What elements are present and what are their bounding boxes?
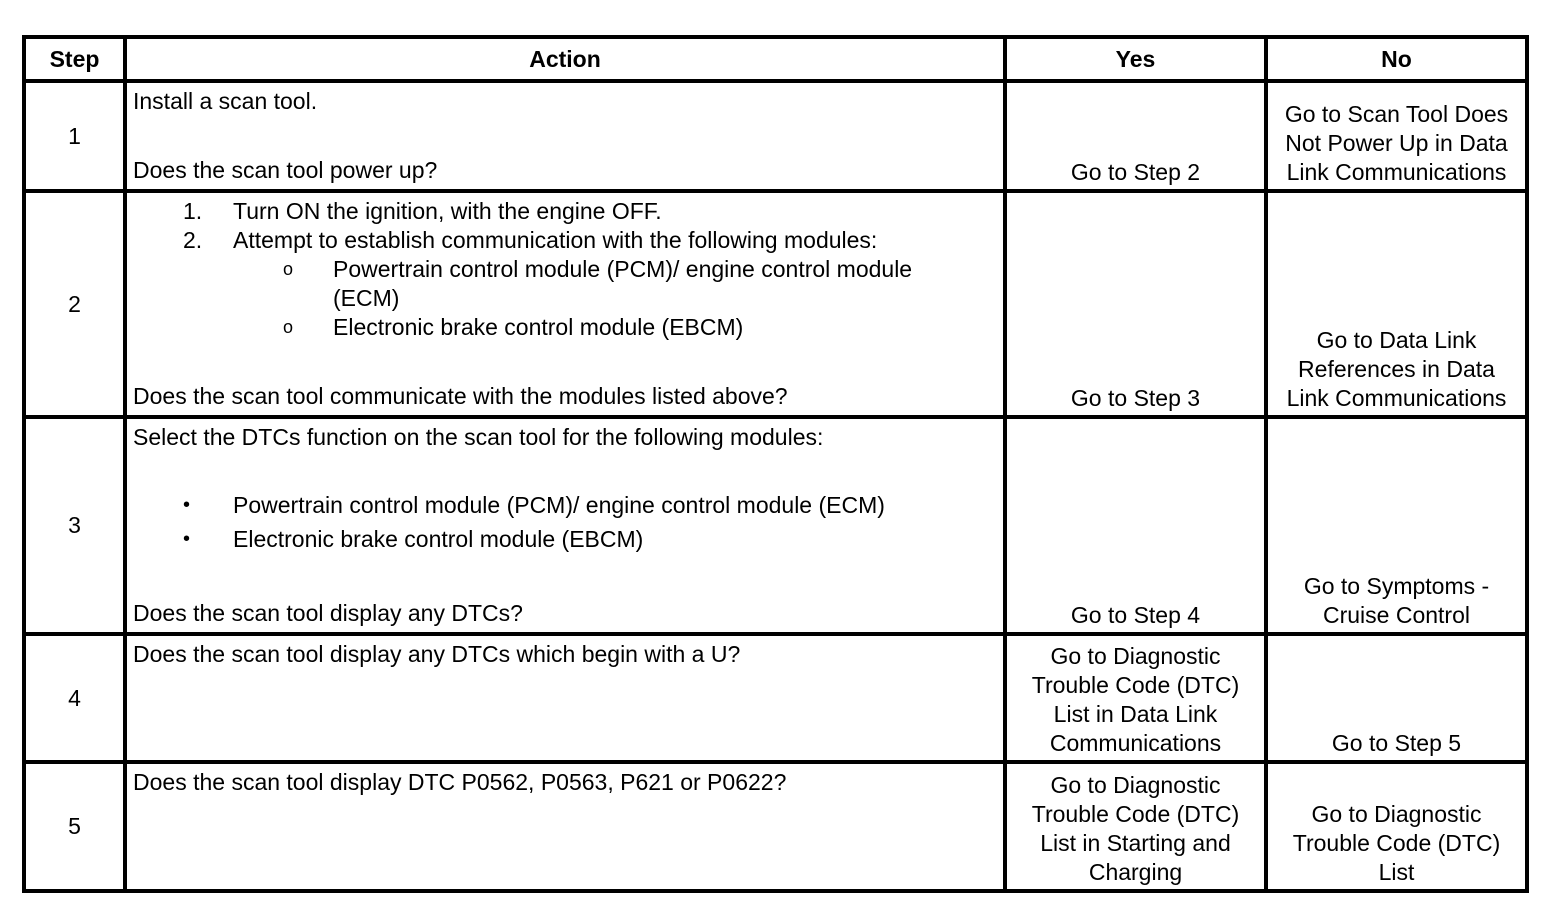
action-cell bbox=[125, 634, 1005, 762]
bullet-item bbox=[133, 525, 997, 554]
yes-cell: Go to Step 4 bbox=[1005, 417, 1266, 634]
action-cell bbox=[125, 417, 1005, 634]
step-number: 1 bbox=[24, 81, 125, 191]
bullet-item-text: Electronic brake control module (EBCM) bbox=[233, 526, 644, 552]
header-yes: Yes bbox=[1005, 37, 1266, 81]
yes-cell: Go to Step 2 bbox=[1005, 81, 1266, 191]
sub-list-item-text: Powertrain control module (PCM)/ engine control module (ECM) bbox=[333, 256, 913, 311]
header-step: Step bbox=[24, 37, 125, 81]
bullet-item bbox=[133, 491, 997, 520]
table-row bbox=[24, 191, 1527, 417]
question-text: Does the scan tool display any DTCs which begin with a U? bbox=[133, 641, 741, 667]
action-cell bbox=[125, 762, 1005, 891]
bullet-item-text: Powertrain control module (PCM)/ engine control module (ECM) bbox=[233, 492, 885, 518]
no-cell: Go to Symptoms - Cruise Control bbox=[1266, 417, 1527, 634]
no-cell: Go to Diagnostic Trouble Code (DTC) List bbox=[1266, 762, 1527, 891]
list-item bbox=[133, 197, 997, 226]
no-cell: Go to Step 5 bbox=[1266, 634, 1527, 762]
diagnostic-table bbox=[22, 35, 1529, 893]
question-text: Does the scan tool display DTC P0562, P0563, P621 or P0622? bbox=[133, 769, 787, 795]
header-row bbox=[24, 37, 1527, 81]
circle-bullet-icon: o bbox=[283, 259, 294, 279]
no-cell: Go to Scan Tool Does Not Power Up in Data Link Communications bbox=[1266, 81, 1527, 191]
list-marker: 2. bbox=[183, 227, 203, 253]
yes-cell: Go to Diagnostic Trouble Code (DTC) List in Data Link Communications bbox=[1005, 634, 1266, 762]
list-item bbox=[133, 226, 997, 255]
sub-list-item bbox=[133, 255, 973, 313]
question-text: Does the scan tool communicate with the modules listed above? bbox=[133, 383, 788, 409]
table-row bbox=[24, 634, 1527, 762]
bullet-icon: • bbox=[183, 528, 191, 550]
no-cell: Go to Data Link References in Data Link Communications bbox=[1266, 191, 1527, 417]
table-row bbox=[24, 81, 1527, 191]
bullet-icon: • bbox=[183, 494, 191, 516]
step-number: 3 bbox=[24, 417, 125, 634]
action-cell bbox=[125, 81, 1005, 191]
circle-bullet-icon: o bbox=[283, 317, 294, 337]
header-action: Action bbox=[125, 37, 1005, 81]
step-number: 4 bbox=[24, 634, 125, 762]
list-marker: 1. bbox=[183, 198, 203, 224]
yes-cell: Go to Step 3 bbox=[1005, 191, 1266, 417]
list-item-text: Turn ON the ignition, with the engine OFF. bbox=[233, 198, 662, 224]
action-text: Select the DTCs function on the scan tool for the following modules: bbox=[133, 424, 824, 450]
sub-list-item-text: Electronic brake control module (EBCM) bbox=[333, 314, 744, 340]
question-text: Does the scan tool power up? bbox=[133, 157, 438, 183]
sub-list-item bbox=[133, 313, 973, 342]
step-number: 5 bbox=[24, 762, 125, 891]
step-number: 2 bbox=[24, 191, 125, 417]
action-cell bbox=[125, 191, 1005, 417]
header-no: No bbox=[1266, 37, 1527, 81]
action-text: Install a scan tool. bbox=[133, 88, 318, 114]
yes-cell: Go to Diagnostic Trouble Code (DTC) List in Starting and Charging bbox=[1005, 762, 1266, 891]
list-item-text: Attempt to establish communication with the following modules: bbox=[233, 227, 878, 253]
table-row bbox=[24, 762, 1527, 891]
table-row bbox=[24, 417, 1527, 634]
question-text: Does the scan tool display any DTCs? bbox=[133, 600, 523, 626]
